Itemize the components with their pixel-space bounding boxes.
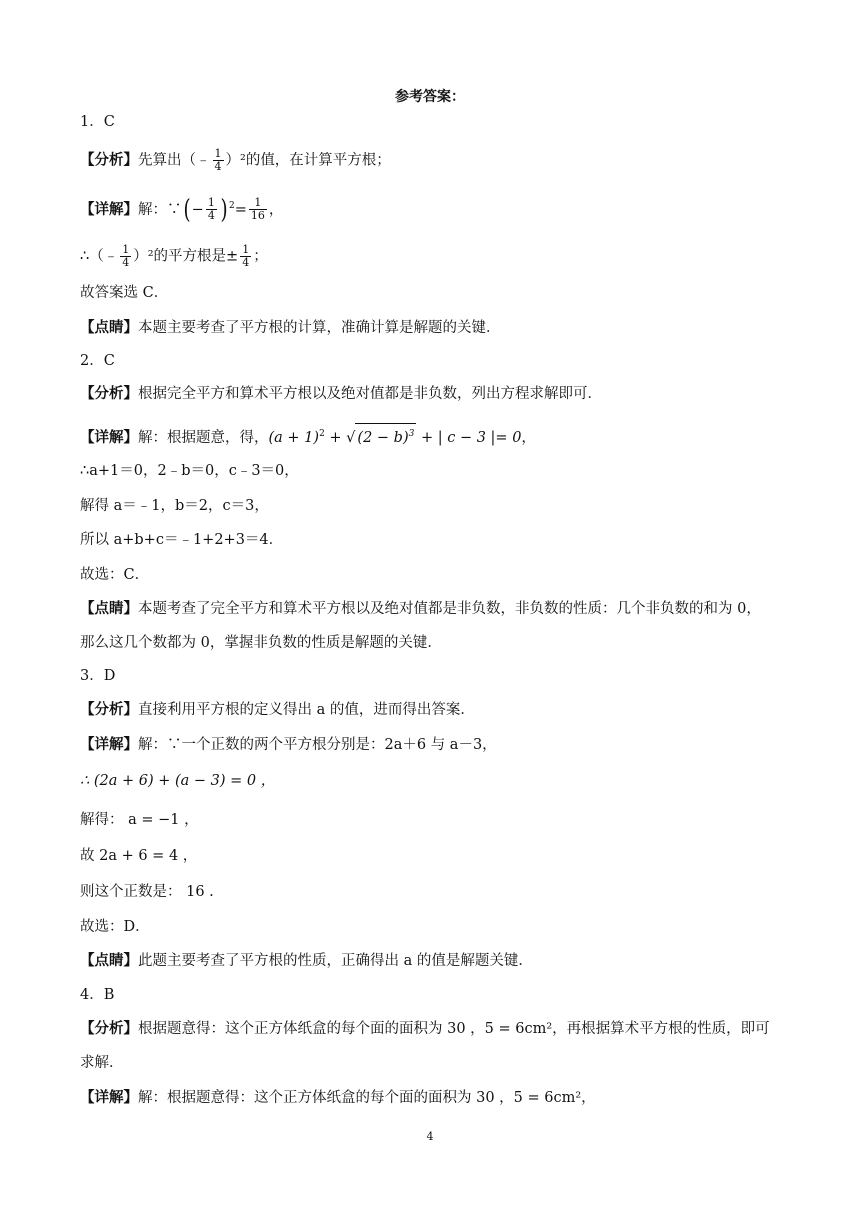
q3-line3: 解得： a = −1 ， [80,812,199,828]
q1-detail: 【详解】解：∵( − $\frac{1}{4}$ ) $^2$= $\frac{1}{16}$ ， [80,194,284,225]
q3-line4: 故 2a + 6 = 4 ， [80,848,198,864]
q3-choice: 故选：D． [80,919,150,935]
q3-comment: 【点睛】此题主要考查了平方根的性质，正确得出 a 的值是解题关键． [80,952,533,969]
comment-tag: 【点睛】 [80,319,138,336]
q4-detail: 【详解】解：根据题意得：这个正方体纸盒的每个面的面积为 30 ，5 = 6cm²， [80,1089,596,1106]
q3-line5: 则这个正数是： 16 . [80,884,214,900]
q3-detail: 【详解】解：∵一个正数的两个平方根分别是：2a＋6 与 a－3， [80,736,497,753]
fraction: $\frac{1}{4}$ [122,243,130,269]
q3-analysis: 【分析】直接利用平方根的定义得出 a 的值，进而得出答案． [80,701,475,718]
q2-comment: 【点睛】本题考查了完全平方和算术平方根以及绝对值都是非负数，非负数的性质：几个非负数的和为 0， [80,600,761,617]
q2-line4: 所以 a+b+c＝﹣1+2+3＝4． [80,532,284,548]
q4-analysis-cont: 求解． [80,1055,124,1071]
q1-analysis-post: ）²的值，在计算平方根； [225,152,391,169]
fraction: $\frac{1}{4}$ [214,147,222,173]
q3-line2: ∴ (2a + 6) + (a − 3) = 0 ， [80,773,276,789]
q2-detail: 【详解】解：根据题意，得，$(a + 1)^2$ + √ $(2 - b)^3$ + | c − 3 |= 0， [80,423,780,448]
fraction: $\frac{1}{4}$ [207,196,215,223]
q3-heading: 3．D [80,668,116,684]
analysis-tag: 【分析】 [80,151,138,169]
q1-line3: ∴（﹣ $\frac{1}{4}$ ）²的平方根是± $\frac{1}{4}$ ； [80,243,268,269]
page-title: 参考答案： [395,89,465,105]
q2-analysis: 【分析】根据完全平方和算术平方根以及绝对值都是非负数，列出方程求解即可． [80,385,602,402]
detail-tag: 【详解】 [80,200,138,218]
page-number: 4 [426,1130,434,1143]
q2-heading: 2．C [80,353,115,369]
fraction: $\frac{1}{16}$ [250,196,265,223]
q1-analysis-pre: 先算出（﹣ [138,152,211,169]
q1-heading: 1．C [80,114,115,130]
q1-detail-pre: 解：∵ [138,201,182,218]
q2-line2: ∴a+1＝0，2﹣b＝0，c﹣3＝0， [80,463,299,479]
q1-analysis [80,148,780,173]
q1-comment: 【点睛】本题主要考查了平方根的计算，准确计算是解题的关键． [80,319,501,336]
q4-heading: 4．B [80,987,115,1003]
sqrt-radicand: $(2 - b)^3$ [355,423,416,448]
q4-analysis: 【分析】根据题意得：这个正方体纸盒的每个面的面积为 30 ，5 = 6cm²，再根据算术平方根的性质，即可 [80,1020,770,1037]
q1-choice: 故答案选 C． [80,285,169,301]
fraction: $\frac{1}{4}$ [242,243,250,269]
q2-choice: 故选：C． [80,567,150,583]
q2-line3: 解得 a＝﹣1，b＝2，c＝3， [80,498,269,514]
q2-comment-cont: 那么这几个数都为 0，掌握非负数的性质是解题的关键． [80,635,442,651]
